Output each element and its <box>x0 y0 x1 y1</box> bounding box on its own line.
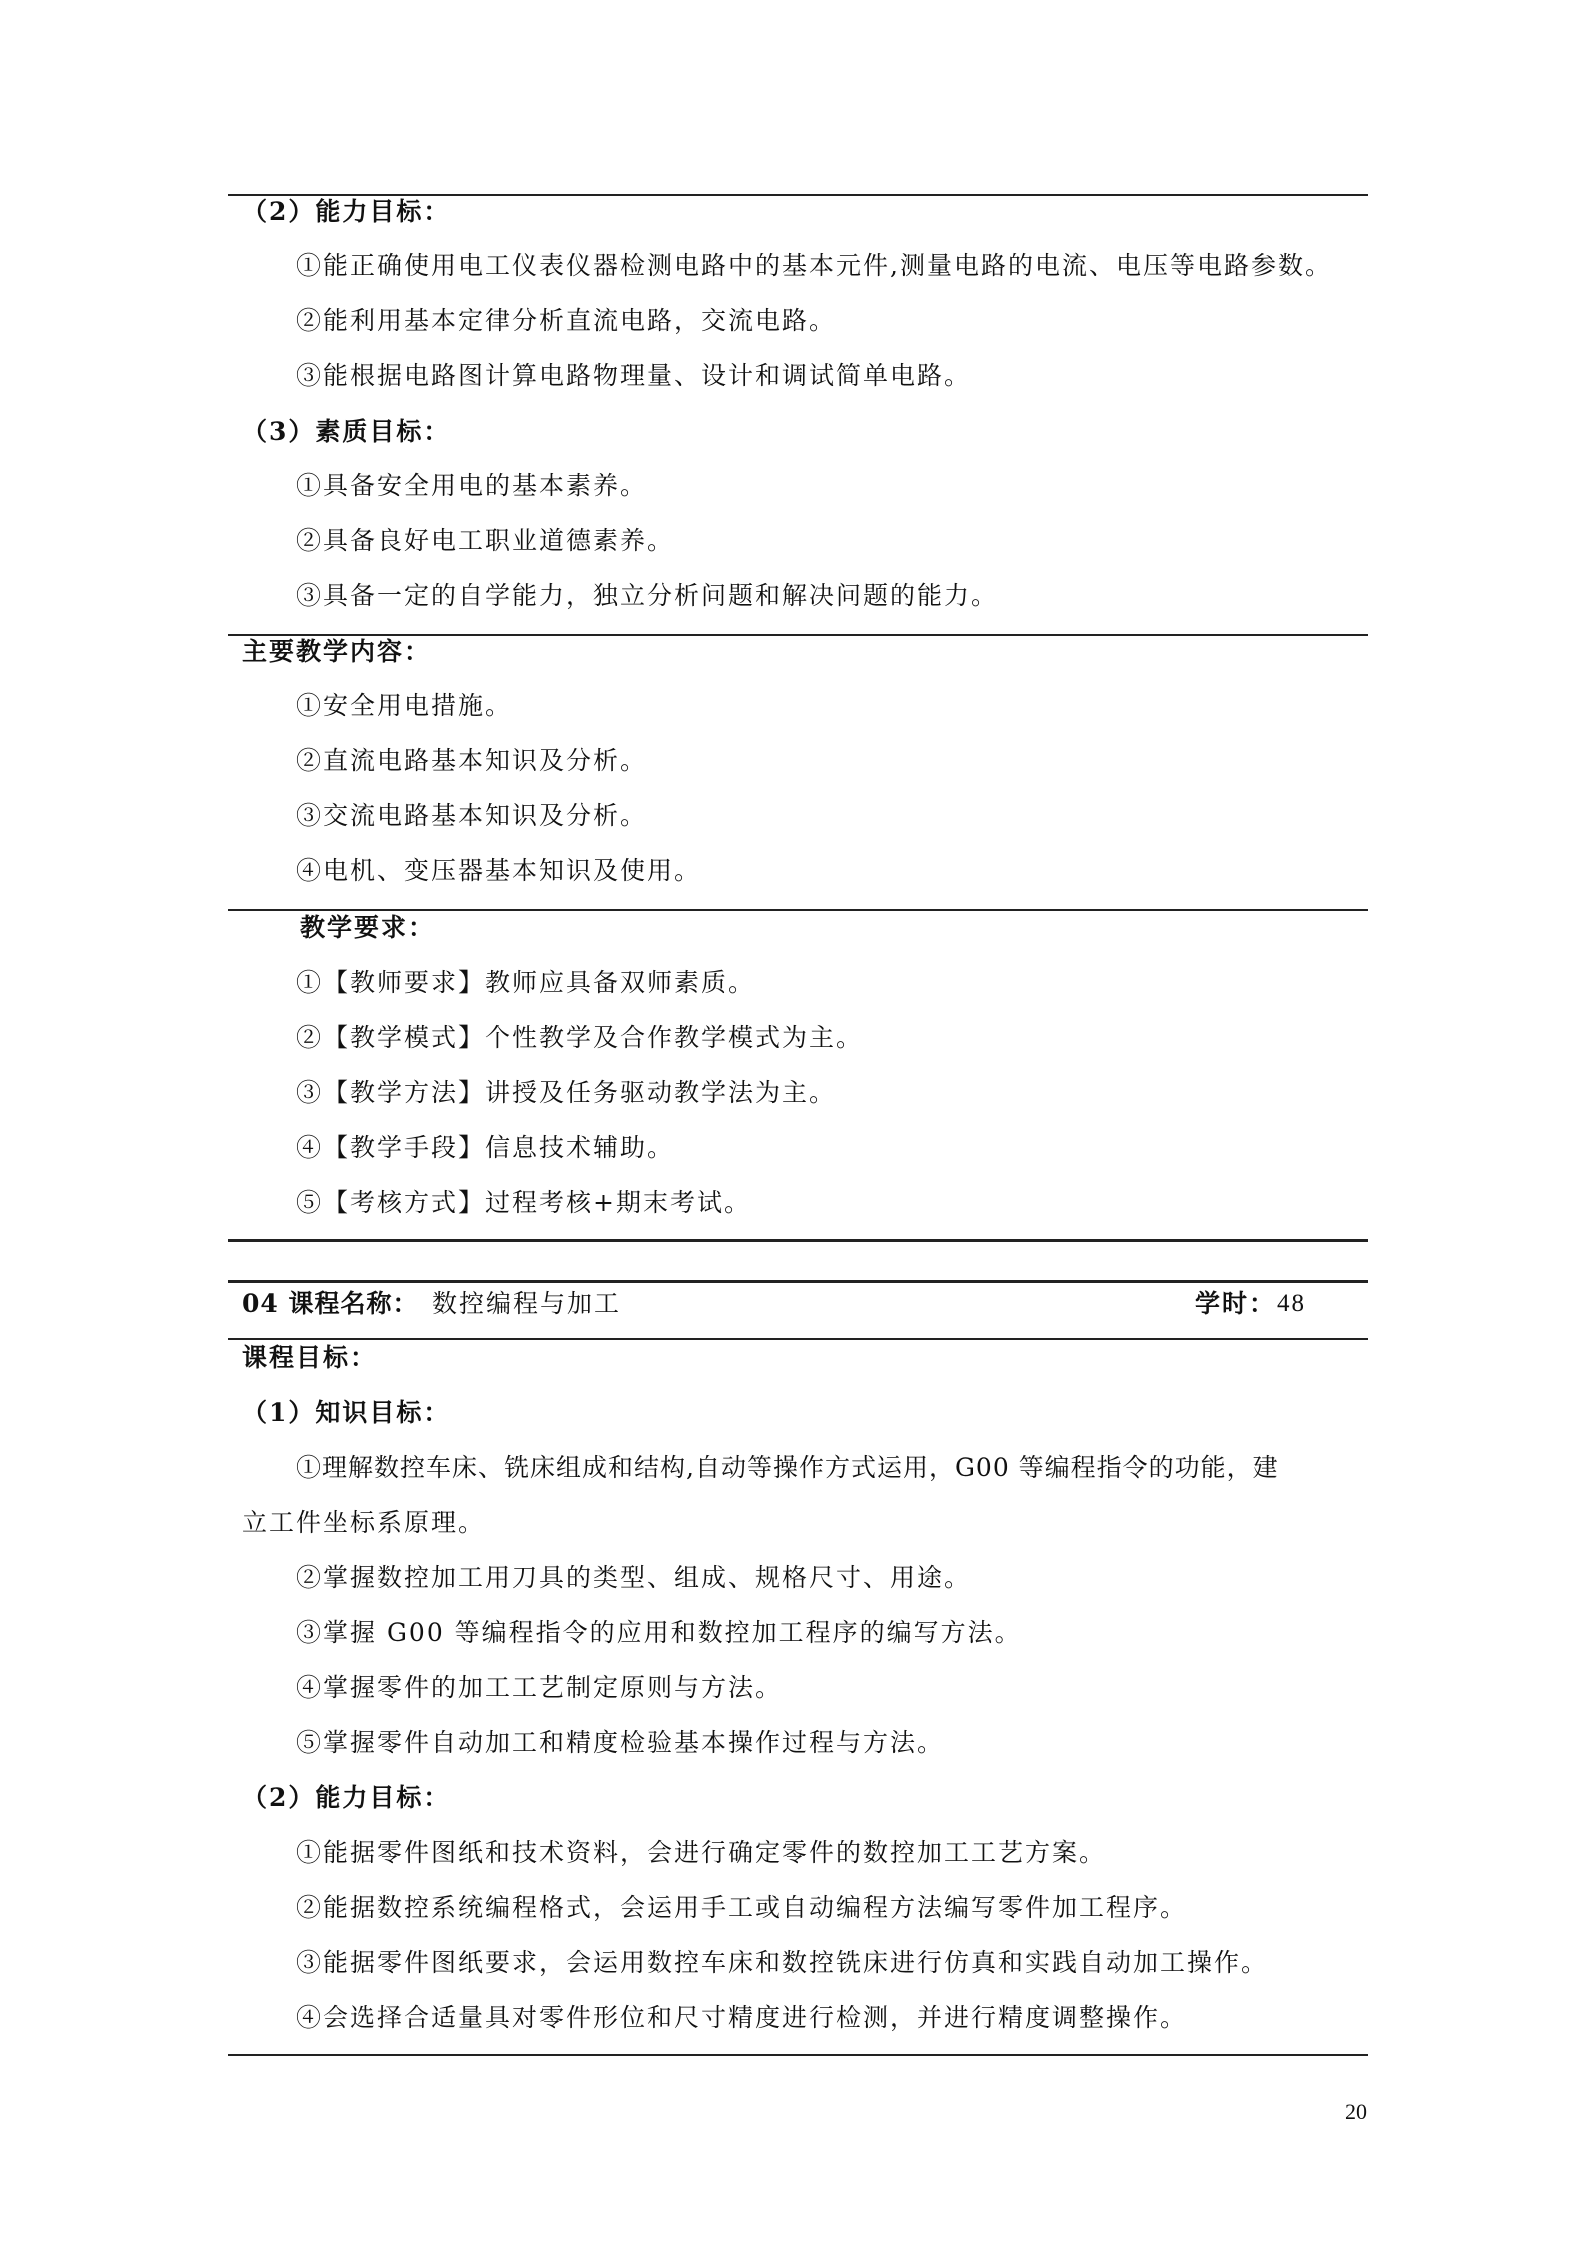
requirement-item: ③【教学方法】讲授及任务驱动教学法为主。 <box>296 1078 837 1107</box>
ability-item: ①能正确使用电工仪表仪器检测电路中的基本元件,测量电路的电流、电压等电路参数。 <box>296 251 1332 280</box>
content-item: ④电机、变压器基本知识及使用。 <box>296 856 702 885</box>
quality-item: ③具备一定的自学能力，独立分析问题和解决问题的能力。 <box>296 581 999 610</box>
quality-heading: （3）素质目标： <box>242 417 451 446</box>
course-name-label: 04 课程名称： <box>242 1289 419 1318</box>
course-ability-item: ③能据零件图纸要求，会运用数控车床和数控铣床进行仿真和实践自动加工操作。 <box>296 1948 1269 1977</box>
course-ability-item: ①能据零件图纸和技术资料，会进行确定零件的数控加工工艺方案。 <box>296 1838 1107 1867</box>
knowledge-item: ②掌握数控加工用刀具的类型、组成、规格尺寸、用途。 <box>296 1563 972 1592</box>
knowledge-item: ①理解数控车床、铣床组成和结构,自动等操作方式运用，G00 等编程指令的功能，建 <box>296 1453 1279 1482</box>
page-number: 20 <box>1345 2099 1367 2124</box>
course-hours: 48 <box>1277 1290 1306 1317</box>
table2-row-rule <box>228 1338 1368 1340</box>
course-ability-item: ②能据数控系统编程格式，会运用手工或自动编程方法编写零件加工程序。 <box>296 1893 1188 1922</box>
requirements-heading: 教学要求： <box>300 913 436 942</box>
requirement-item: ②【教学模式】个性教学及合作教学模式为主。 <box>296 1023 864 1052</box>
requirement-item: ①【教师要求】教师应具备双师素质。 <box>296 968 756 997</box>
table2-bottom-rule <box>228 2054 1368 2056</box>
ability-item: ③能根据电路图计算电路物理量、设计和调试简单电路。 <box>296 361 972 390</box>
content-item: ②直流电路基本知识及分析。 <box>296 746 648 775</box>
requirement-item: ⑤【考核方式】过程考核+期末考试。 <box>296 1188 751 1217</box>
course-hours-label: 学时： <box>1195 1289 1277 1318</box>
content-item: ③交流电路基本知识及分析。 <box>296 801 648 830</box>
quality-item: ②具备良好电工职业道德素养。 <box>296 526 675 555</box>
course-ability-item: ④会选择合适量具对零件形位和尺寸精度进行检测，并进行精度调整操作。 <box>296 2003 1188 2032</box>
knowledge-item: ④掌握零件的加工工艺制定原则与方法。 <box>296 1673 783 1702</box>
content-item: ①安全用电措施。 <box>296 691 513 720</box>
table1-bottom-rule <box>228 1239 1368 1242</box>
requirement-item: ④【教学手段】信息技术辅助。 <box>296 1133 675 1162</box>
knowledge-item: ⑤掌握零件自动加工和精度检验基本操作过程与方法。 <box>296 1728 945 1757</box>
ability-item: ②能利用基本定律分析直流电路，交流电路。 <box>296 306 837 335</box>
course-goals-heading: 课程目标： <box>242 1343 378 1372</box>
ability-heading: （2）能力目标： <box>242 197 451 226</box>
quality-item: ①具备安全用电的基本素养。 <box>296 471 648 500</box>
table2-top-rule <box>228 1280 1368 1283</box>
knowledge-item-continuation: 立工件坐标系原理。 <box>242 1508 486 1537</box>
content-heading: 主要教学内容： <box>242 637 432 666</box>
course-ability-heading: （2）能力目标： <box>242 1783 451 1812</box>
knowledge-heading: （1）知识目标： <box>242 1398 451 1427</box>
course-name: 数控编程与加工 <box>432 1289 622 1318</box>
table1-row-rule <box>228 909 1368 911</box>
knowledge-item: ③掌握 G00 等编程指令的应用和数控加工程序的编写方法。 <box>296 1618 1022 1647</box>
